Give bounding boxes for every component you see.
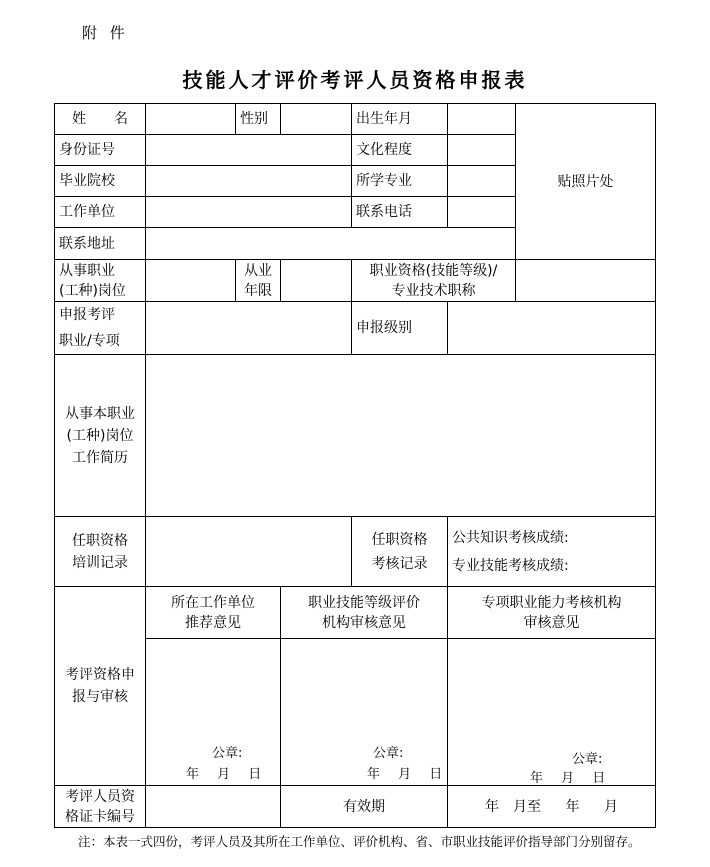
- review-label-line1: 考评资格申: [65, 667, 135, 683]
- review-label: [55, 587, 146, 786]
- form-row-occupation: [55, 260, 656, 302]
- skill-score-label: 专业技能考核成绩:: [452, 557, 569, 574]
- resume-label-line1: 从事本职业: [65, 405, 135, 422]
- employer-opinion-line1: 所在工作单位: [171, 594, 255, 611]
- public-score-label: 公共知识考核成绩:: [452, 529, 569, 546]
- application-form-table: [54, 103, 656, 828]
- special-opinion-line1: 专项职业能力考核机构: [481, 594, 622, 611]
- form-row-apply: [55, 302, 656, 355]
- address-input[interactable]: [146, 228, 516, 260]
- score-area[interactable]: [448, 517, 656, 587]
- card-label-line1: 考评人员资: [65, 788, 135, 805]
- major-input[interactable]: [448, 166, 516, 197]
- special-opinion-header: [448, 587, 656, 639]
- institution-opinion-line2: 机构审核意见: [322, 614, 406, 631]
- resume-label-line2: (工种)岗位: [66, 427, 134, 444]
- birth-label: 出生年月: [352, 104, 448, 135]
- qualification-label-line2: 专业技术职称: [391, 282, 476, 299]
- employer-input[interactable]: [146, 197, 352, 228]
- birth-input[interactable]: [448, 104, 516, 135]
- resume-label-line3: 工作简历: [72, 449, 128, 466]
- form-row-resume: [55, 355, 656, 517]
- years-label: [236, 260, 281, 302]
- employer-date-label: 年 月 日: [186, 767, 262, 782]
- form-title: 技能人才评价考评人员资格申报表: [182, 68, 528, 92]
- apply-label: [55, 302, 146, 355]
- card-input[interactable]: [146, 786, 281, 828]
- review-label-line2: 报与审核: [72, 689, 128, 705]
- institution-opinion-header: [281, 587, 448, 639]
- apply-input[interactable]: [146, 302, 352, 355]
- footer-note: 注：本表一式四份，考评人员及其所在工作单位、评价机构、省、市职业技能评价指导部门分别留存。: [78, 834, 641, 849]
- education-label: 文化程度: [352, 135, 448, 166]
- qualification-label-line1: 职业资格(技能等级)/: [369, 262, 498, 279]
- special-date-label: 年 月 日: [530, 771, 606, 786]
- special-opinion-body[interactable]: [448, 639, 656, 786]
- employer-opinion-line2: 推荐意见: [185, 614, 241, 631]
- institution-opinion-line1: 职业技能等级评价: [308, 594, 420, 611]
- card-label: [55, 786, 146, 828]
- photo-label: 贴照片处: [557, 173, 614, 190]
- employer-seal-label: 公章:: [212, 746, 243, 761]
- level-label: 申报级别: [352, 302, 448, 355]
- form-row-training: [55, 517, 656, 587]
- validity-label: 有效期: [281, 786, 448, 828]
- level-input[interactable]: [448, 302, 656, 355]
- phone-label: 联系电话: [352, 197, 448, 228]
- phone-input[interactable]: [448, 197, 516, 228]
- occupation-label-line1: 从事职业: [59, 262, 115, 279]
- occupation-label: [55, 260, 146, 302]
- name-input[interactable]: [146, 104, 236, 135]
- training-label-line1: 任职资格: [72, 532, 128, 549]
- id-input[interactable]: [146, 135, 352, 166]
- training-label-line2: 培训记录: [72, 554, 128, 571]
- employer-opinion-body[interactable]: [146, 639, 281, 786]
- school-label: 毕业院校: [55, 166, 146, 197]
- apply-label-line1: 申报考评: [59, 307, 115, 323]
- form-row-opinion-bodies: [55, 639, 656, 786]
- name-label: 姓 名: [55, 104, 146, 135]
- exam-label: [352, 517, 448, 587]
- card-label-line2: 格证卡编号: [65, 808, 135, 825]
- resume-input[interactable]: [146, 355, 656, 517]
- training-input[interactable]: [146, 517, 352, 587]
- school-input[interactable]: [146, 166, 352, 197]
- address-label: 联系地址: [55, 228, 146, 260]
- years-label-line1: 从业: [244, 262, 272, 279]
- gender-input[interactable]: [281, 104, 352, 135]
- apply-label-line2: 职业/专项: [59, 333, 120, 349]
- form-row-card: [55, 786, 656, 828]
- attachment-label: 附 件: [82, 24, 129, 42]
- form-row-name: [55, 104, 656, 135]
- qualification-input[interactable]: [516, 260, 656, 302]
- special-opinion-line2: 审核意见: [523, 614, 580, 631]
- exam-label-line1: 任职资格: [371, 531, 428, 548]
- education-input[interactable]: [448, 135, 516, 166]
- validity-range[interactable]: 年 月至 年 月: [448, 786, 656, 828]
- photo-area[interactable]: [516, 104, 656, 260]
- employer-label: 工作单位: [55, 197, 146, 228]
- employer-opinion-header: [146, 587, 281, 639]
- institution-opinion-body[interactable]: [281, 639, 448, 786]
- major-label: 所学专业: [352, 166, 448, 197]
- occupation-input[interactable]: [146, 260, 236, 302]
- resume-label: [55, 355, 146, 517]
- special-seal-label: 公章:: [572, 752, 603, 767]
- id-label: 身份证号: [55, 135, 146, 166]
- occupation-label-line2: (工种)岗位: [59, 282, 126, 299]
- training-label: [55, 517, 146, 587]
- years-input[interactable]: [281, 260, 352, 302]
- qualification-label: [352, 260, 516, 302]
- exam-label-line2: 考核记录: [371, 555, 428, 572]
- institution-date-label: 年 月 日: [367, 767, 443, 782]
- gender-label: 性别: [236, 104, 281, 135]
- institution-seal-label: 公章:: [373, 746, 404, 761]
- form-row-opinion-headers: [55, 587, 656, 639]
- years-label-line2: 年限: [244, 282, 272, 299]
